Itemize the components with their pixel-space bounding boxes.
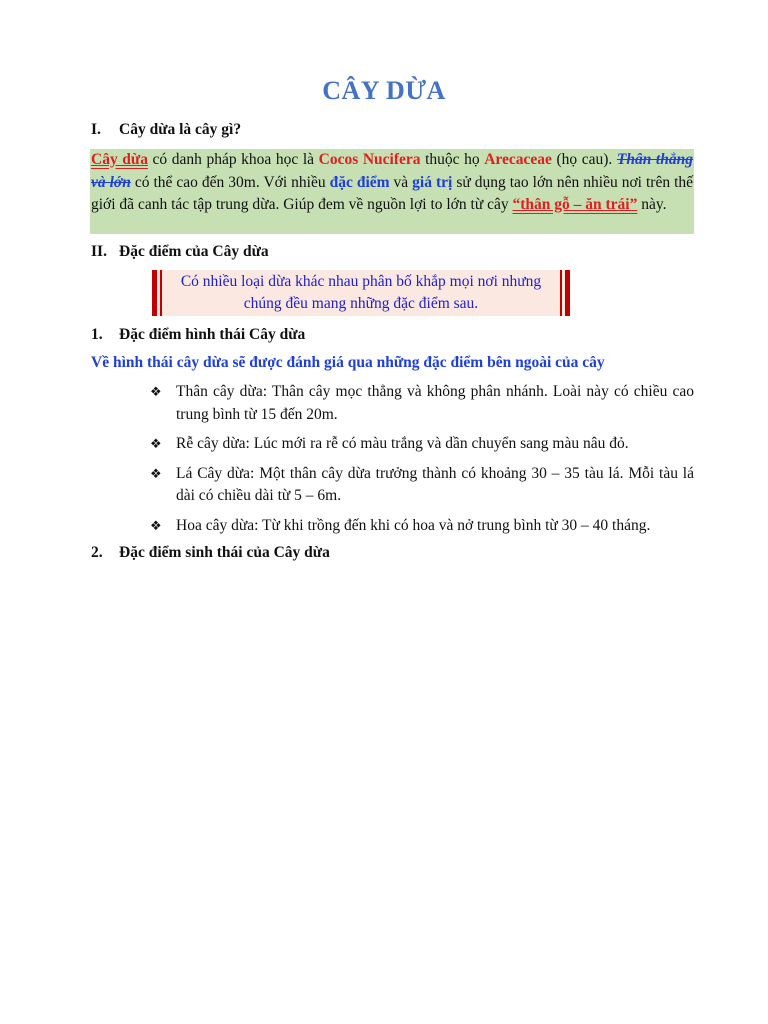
intro-text: thuộc họ (420, 151, 485, 168)
subsection-title: Đặc điểm hình thái Cây dừa (119, 326, 306, 343)
subsection-number: 2. (91, 544, 103, 561)
quoted-phrase: “thân gỗ – ăn trái” (512, 196, 638, 213)
emphasis-dac-diem: đặc điểm (329, 173, 390, 191)
quote-line: Có nhiều loại dừa khác nhau phân bố khắp mọi nơi nhưng (180, 273, 542, 290)
intro-text: này. (637, 196, 667, 213)
family-name: Arecaceae (484, 151, 552, 168)
section-heading-1 (91, 121, 241, 139)
list-item-text: Rễ cây dừa: Lúc mới ra rễ có màu trắng và dần chuyển sang màu nâu đỏ. (176, 435, 629, 452)
section-title: Đặc điểm của Cây dừa (119, 243, 269, 260)
diamond-bullet-icon: ❖ (150, 517, 162, 533)
intro-text: sử dụng tao lớn nên nhiều nơi trên thế giới đã canh tác tập trung dừa. Giúp đem về nguồn lợi to lớn từ cây (91, 173, 694, 213)
list-item-text: Lá Cây dừa: Một thân cây dừa trưởng thành có khoảng 30 – 35 tàu lá. Mỗi tàu lá dài có chiều dài từ 5 – 6m. (176, 464, 694, 504)
page-title: CÂY DỪA (322, 76, 446, 105)
quote-box (152, 270, 570, 316)
quote-line: chúng đều mang những đặc điểm sau. (243, 295, 479, 312)
diamond-bullet-icon: ❖ (150, 384, 162, 399)
intro-text: có danh pháp khoa học là (147, 151, 319, 168)
subsection-heading-1 (91, 326, 305, 344)
subsection-title: Đặc điểm sinh thái của Cây dừa (119, 544, 330, 561)
diamond-bullet-icon: ❖ (150, 465, 162, 481)
list-item-text: Thân cây dừa: Thân cây mọc thẳng và không phân nhánh. Loài này có chiều cao trung bình từ 15 đến 20m. (176, 383, 694, 423)
list-item (150, 515, 694, 538)
list-item (150, 381, 694, 426)
subsection-heading-2 (91, 544, 330, 562)
diamond-bullet-icon: ❖ (150, 436, 162, 451)
section-number: I. (91, 121, 101, 138)
term-cay-dua: Cây dừa (91, 151, 148, 168)
list-item (150, 433, 694, 456)
intro-text: có thể cao đến 30m. Với nhiều (130, 173, 330, 191)
scientific-name: Cocos Nucifera (318, 151, 421, 168)
bullet-list (150, 381, 694, 544)
subsection-number: 1. (91, 326, 103, 343)
intro-text: (họ cau). (551, 151, 617, 168)
section-number: II. (91, 243, 107, 260)
section-title: Cây dừa là cây gì? (119, 121, 242, 138)
morphology-intro: Về hình thái cây dừa sẽ được đánh giá qua những đặc điểm bên ngoài của cây (91, 354, 605, 371)
list-item (150, 463, 694, 508)
intro-highlight-box (90, 149, 694, 234)
emphasis-gia-tri: giá trị (412, 173, 453, 191)
section-heading-2 (91, 243, 269, 261)
list-item-text: Hoa cây dừa: Từ khi trồng đến khi có hoa và nở trung bình từ 30 – 40 tháng. (176, 516, 651, 534)
struck-phrase: Thân thẳng và lớn (91, 151, 693, 191)
intro-text: và (389, 173, 413, 191)
